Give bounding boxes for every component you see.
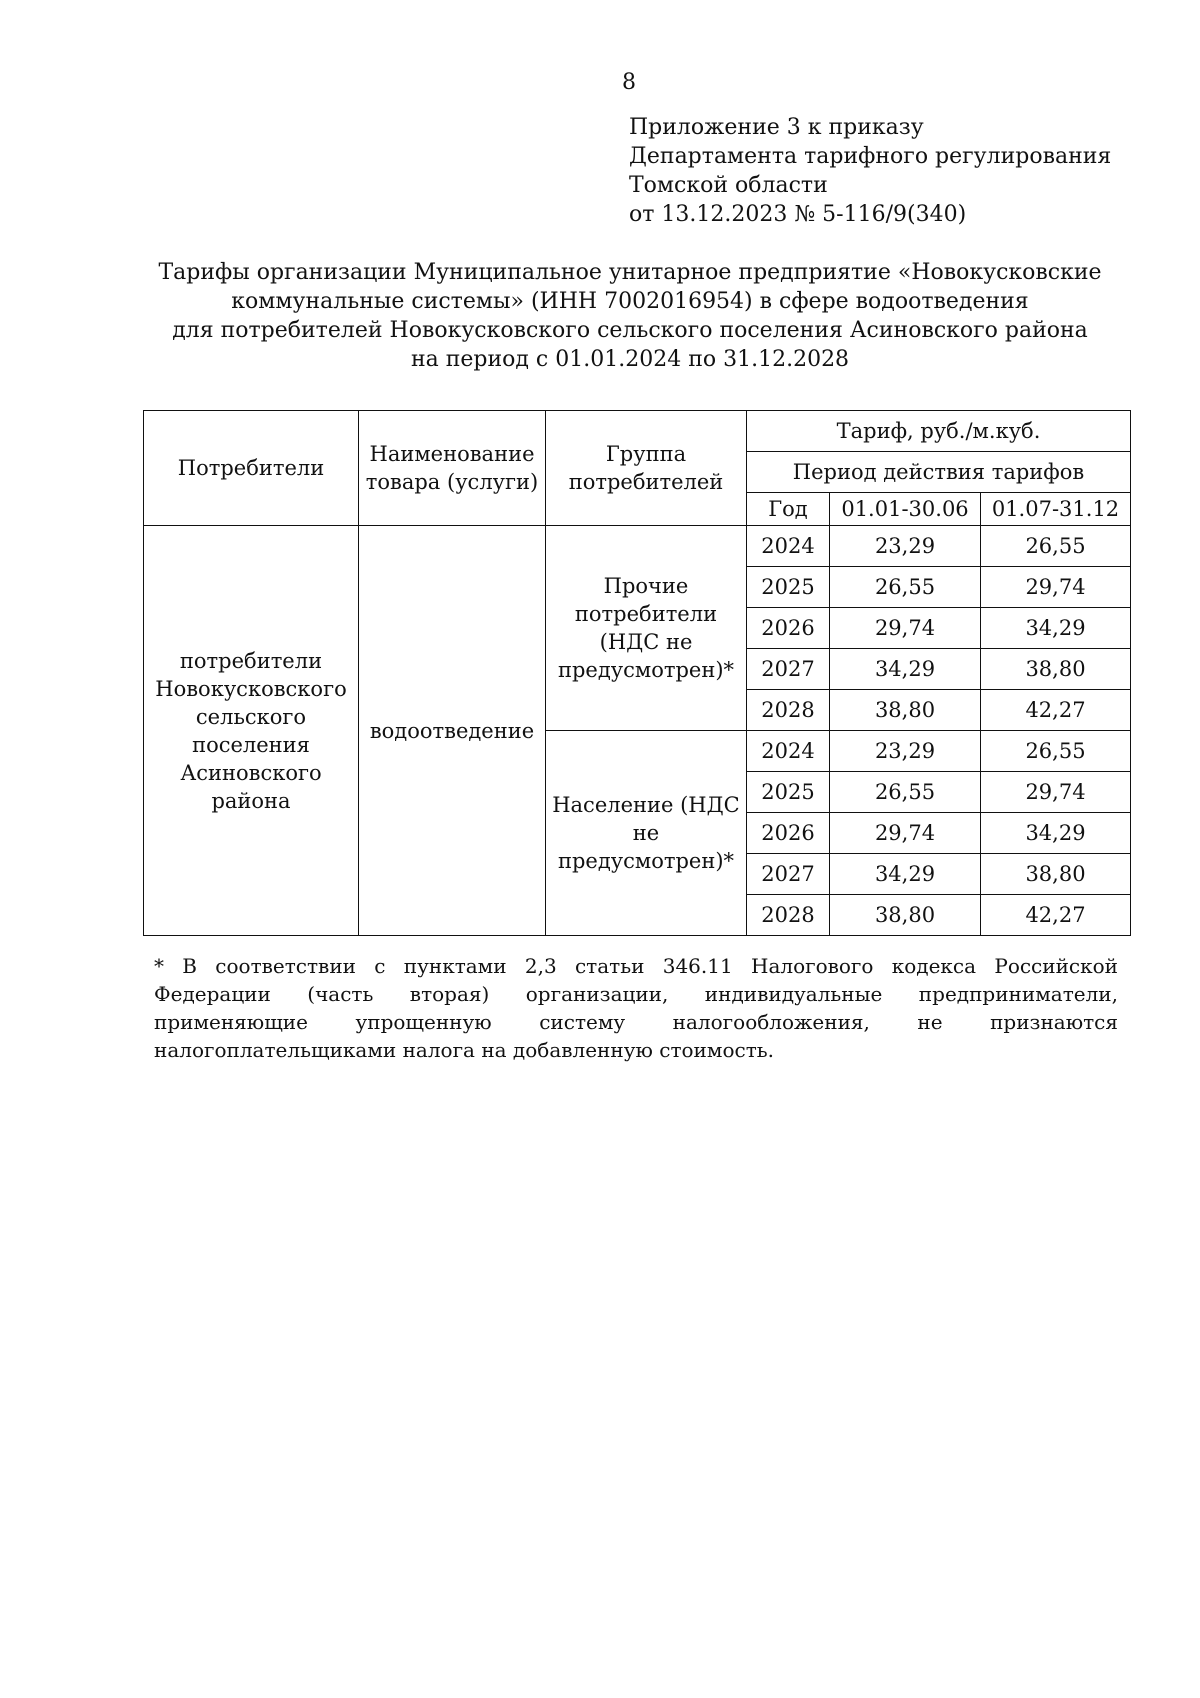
group-cell: Прочие потребители (НДС не предусмотрен)*	[546, 526, 747, 731]
footnote: * В соответствии с пунктами 2,3 статьи 346.11 Налогового кодекса Российской Федерации (часть вторая) организации, индивидуальные предприниматели, применяющие упрощенную систему налогообложения, не признаются налогоплательщиками налога на добавленную стоимость.	[154, 954, 1118, 1062]
tariff-h1-cell: 38,80	[830, 895, 981, 936]
tariff-h1-cell: 26,55	[830, 567, 981, 608]
tariff-h2-cell: 29,74	[981, 567, 1131, 608]
header-consumer-group: Группа потребителей	[546, 411, 747, 526]
group-cell: Население (НДС не предусмотрен)*	[546, 731, 747, 936]
tariff-h2-cell: 34,29	[981, 813, 1131, 854]
tariff-h1-cell: 34,29	[830, 854, 981, 895]
tariff-h1-cell: 29,74	[830, 608, 981, 649]
tariff-h2-cell: 29,74	[981, 772, 1131, 813]
service-cell: водоотведение	[359, 526, 546, 936]
year-cell: 2028	[747, 690, 830, 731]
title-line: коммунальные системы» (ИНН 7002016954) в сфере водоотведения	[231, 289, 1029, 314]
page-number: 8	[622, 70, 636, 95]
appendix-line: от 13.12.2023 № 5-116/9(340)	[629, 202, 967, 227]
consumer-cell: потребители Новокусковского сельского поселения Асиновского района	[144, 526, 359, 936]
year-cell: 2024	[747, 731, 830, 772]
tariff-h2-cell: 26,55	[981, 526, 1131, 567]
tariff-h1-cell: 26,55	[830, 772, 981, 813]
year-cell: 2028	[747, 895, 830, 936]
header-period: Период действия тарифов	[747, 452, 1131, 493]
header-half1: 01.01-30.06	[830, 493, 981, 526]
header-row	[144, 411, 1131, 452]
tariff-h1-cell: 29,74	[830, 813, 981, 854]
tariff-h1-cell: 23,29	[830, 526, 981, 567]
tariff-h2-cell: 26,55	[981, 731, 1131, 772]
tariff-h2-cell: 38,80	[981, 854, 1131, 895]
document-title	[120, 258, 1140, 374]
tariff-h1-cell: 23,29	[830, 731, 981, 772]
header-service-name: Наименование товара (услуги)	[359, 411, 546, 526]
appendix-line: Томской области	[629, 173, 828, 198]
tariff-h1-cell: 38,80	[830, 690, 981, 731]
year-cell: 2026	[747, 813, 830, 854]
tariff-h2-cell: 38,80	[981, 649, 1131, 690]
header-half2: 01.07-31.12	[981, 493, 1131, 526]
year-cell: 2027	[747, 649, 830, 690]
table-row	[144, 526, 1131, 567]
title-line: для потребителей Новокусковского сельского поселения Асиновского района	[172, 318, 1088, 343]
tariff-h2-cell: 42,27	[981, 895, 1131, 936]
tariff-h2-cell: 34,29	[981, 608, 1131, 649]
title-line: Тарифы организации Муниципальное унитарное предприятие «Новокусковские	[158, 260, 1102, 285]
header-tariff: Тариф, руб./м.куб.	[747, 411, 1131, 452]
appendix-line: Приложение 3 к приказу	[629, 115, 924, 140]
year-cell: 2027	[747, 854, 830, 895]
year-cell: 2025	[747, 772, 830, 813]
header-consumers: Потребители	[144, 411, 359, 526]
tariff-h2-cell: 42,27	[981, 690, 1131, 731]
appendix-line: Департамента тарифного регулирования	[629, 144, 1112, 169]
tariff-table	[143, 410, 1131, 936]
appendix-header	[629, 113, 1111, 229]
title-line: на период с 01.01.2024 по 31.12.2028	[410, 347, 850, 372]
year-cell: 2025	[747, 567, 830, 608]
tariff-h1-cell: 34,29	[830, 649, 981, 690]
year-cell: 2024	[747, 526, 830, 567]
header-year: Год	[747, 493, 830, 526]
year-cell: 2026	[747, 608, 830, 649]
